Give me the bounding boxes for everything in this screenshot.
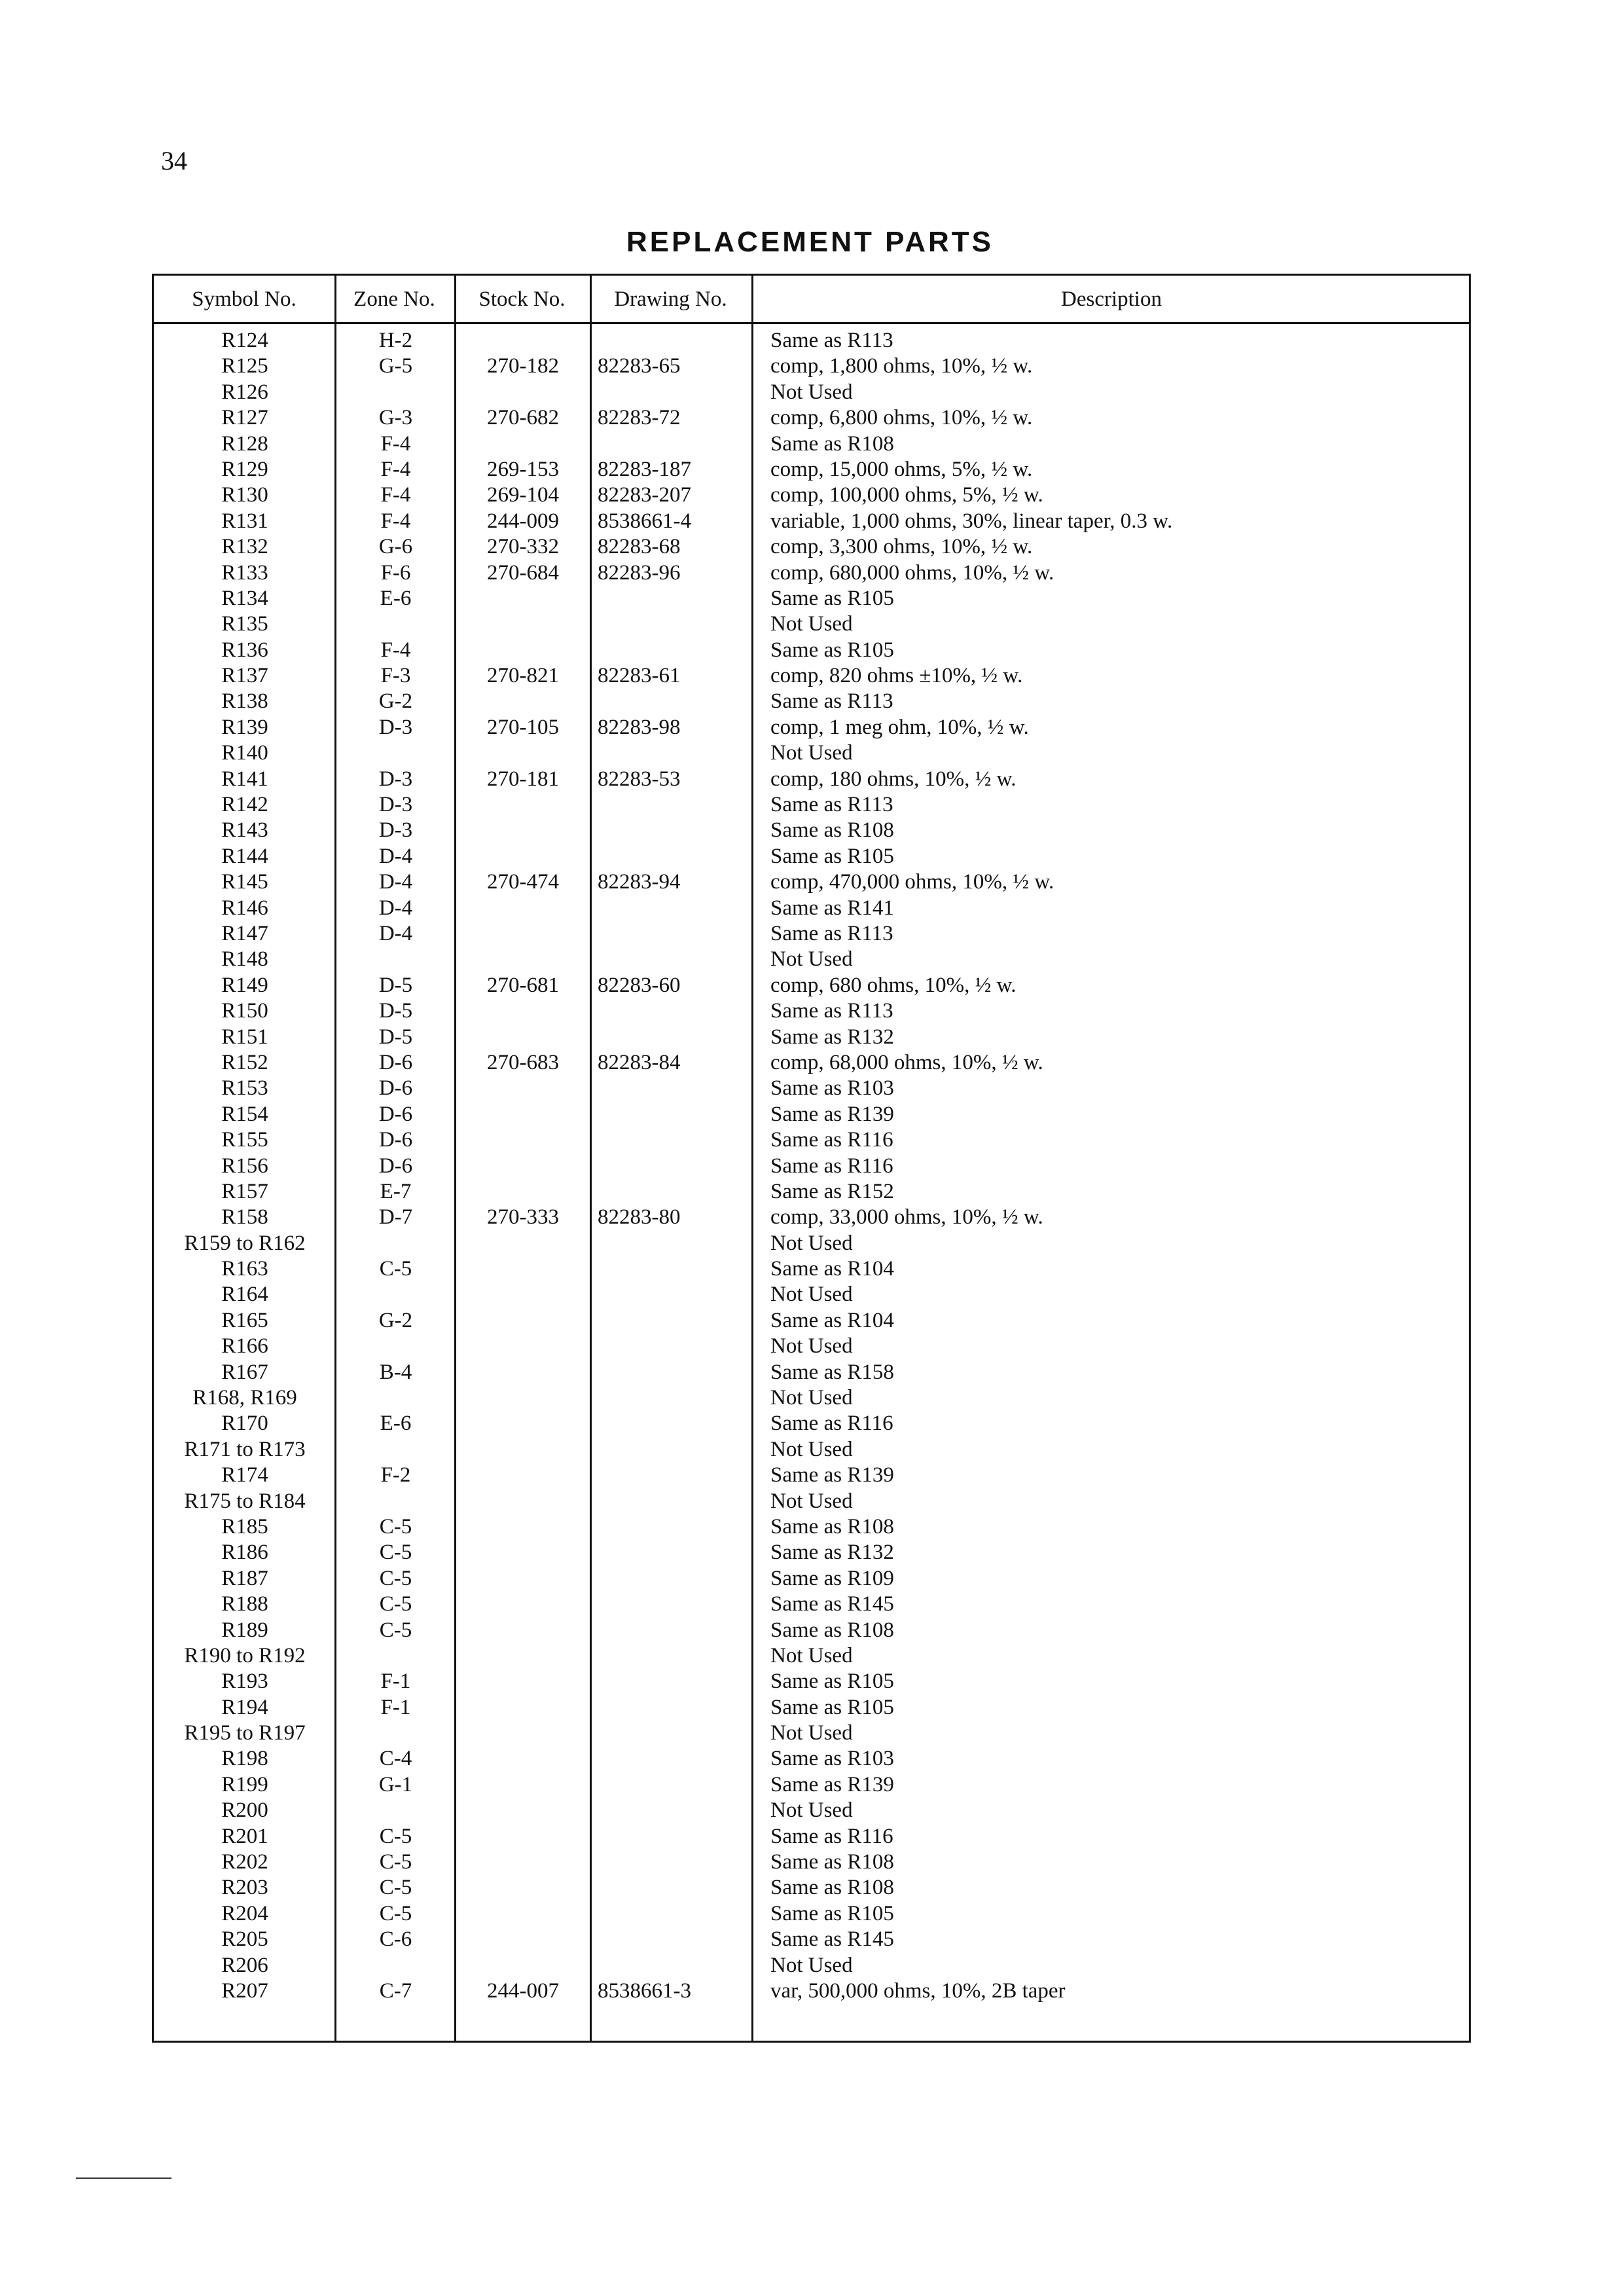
cell-stock-no: 270-333 xyxy=(487,1205,559,1230)
cell-symbol-no: R165 xyxy=(221,1308,268,1332)
cell-description: Same as R105 xyxy=(770,586,894,610)
cell-description: Same as R105 xyxy=(770,1669,894,1694)
cell-symbol-no: R188 xyxy=(221,1592,268,1616)
cell-zone-no: G-6 xyxy=(378,535,413,559)
cell-drawing-no: 8538661-4 xyxy=(598,509,691,533)
table-body xyxy=(154,328,1469,2004)
cell-symbol-no: R170 xyxy=(221,1412,268,1436)
cell-zone-no: H-2 xyxy=(378,329,413,352)
table-row xyxy=(154,1385,1469,1411)
table-row xyxy=(154,896,1469,921)
cell-stock-no: 270-332 xyxy=(487,535,559,559)
cell-symbol-no: R147 xyxy=(221,921,268,945)
cell-symbol-no: R156 xyxy=(221,1154,268,1178)
cell-zone-no: D-7 xyxy=(378,1205,413,1230)
cell-description: Same as R141 xyxy=(770,896,894,920)
table-row xyxy=(154,1076,1469,1101)
cell-symbol-no: R125 xyxy=(221,354,268,378)
table-row xyxy=(154,1566,1469,1592)
header-zone-no: Zone No. xyxy=(353,287,435,311)
cell-description: Not Used xyxy=(770,1437,853,1461)
table-row xyxy=(154,947,1469,972)
cell-symbol-no: R190 to R192 xyxy=(184,1643,306,1667)
cell-symbol-no: R138 xyxy=(221,689,268,714)
cell-description: Same as R113 xyxy=(770,999,893,1023)
table-row xyxy=(154,792,1469,818)
cell-symbol-no: R150 xyxy=(221,999,268,1023)
cell-zone-no: D-5 xyxy=(378,1025,413,1049)
cell-zone-no: F-4 xyxy=(380,509,411,533)
cell-zone-no: C-5 xyxy=(379,1850,412,1874)
cell-symbol-no: R189 xyxy=(221,1618,268,1642)
table-row xyxy=(154,1102,1469,1127)
cell-zone-no: F-2 xyxy=(380,1463,411,1487)
cell-symbol-no: R158 xyxy=(221,1205,268,1230)
cell-description: Same as R108 xyxy=(770,1618,894,1642)
cell-description: comp, 6,800 ohms, 10%, ½ w. xyxy=(770,406,1033,430)
cell-description: Same as R108 xyxy=(770,1850,894,1874)
table-row xyxy=(154,818,1469,843)
cell-zone-no: C-5 xyxy=(379,1592,412,1616)
cell-symbol-no: R134 xyxy=(221,586,268,610)
cell-symbol-no: R195 to R197 xyxy=(184,1721,306,1745)
cell-zone-no: D-4 xyxy=(378,870,413,894)
cell-stock-no: 270-105 xyxy=(487,715,559,739)
table-row xyxy=(154,1514,1469,1540)
cell-description: Same as R132 xyxy=(770,1025,894,1049)
cell-description: Same as R139 xyxy=(770,1102,894,1126)
cell-symbol-no: R207 xyxy=(221,1979,268,2003)
cell-zone-no: D-4 xyxy=(378,844,413,868)
cell-description: Same as R109 xyxy=(770,1566,894,1590)
cell-symbol-no: R140 xyxy=(221,741,268,765)
table-row xyxy=(154,1179,1469,1205)
cell-zone-no: C-4 xyxy=(379,1747,412,1771)
cell-description: variable, 1,000 ohms, 30%, linear taper, 0.3 w. xyxy=(770,509,1173,533)
cell-symbol-no: R200 xyxy=(221,1798,268,1823)
cell-symbol-no: R131 xyxy=(221,509,268,533)
cell-symbol-no: R151 xyxy=(221,1025,268,1049)
cell-symbol-no: R203 xyxy=(221,1876,268,1900)
table-row xyxy=(154,1875,1469,1901)
table-row xyxy=(154,1927,1469,1952)
cell-description: Same as R105 xyxy=(770,1695,894,1719)
cell-description: Not Used xyxy=(770,741,853,765)
cell-description: Same as R108 xyxy=(770,431,894,456)
cell-symbol-no: R206 xyxy=(221,1953,268,1977)
table-row xyxy=(154,921,1469,947)
cell-description: comp, 820 ohms ±10%, ½ w. xyxy=(770,664,1023,688)
cell-stock-no: 270-181 xyxy=(487,767,559,791)
cell-symbol-no: R152 xyxy=(221,1050,268,1074)
cell-description: Not Used xyxy=(770,947,853,972)
cell-zone-no: C-5 xyxy=(379,1618,412,1642)
table-row xyxy=(154,1669,1469,1694)
cell-symbol-no: R202 xyxy=(221,1850,268,1874)
table-row xyxy=(154,998,1469,1024)
table-row xyxy=(154,560,1469,586)
cell-symbol-no: R145 xyxy=(221,870,268,894)
table-row xyxy=(154,457,1469,483)
cell-stock-no: 270-821 xyxy=(487,664,559,688)
cell-zone-no: F-4 xyxy=(380,457,411,481)
cell-zone-no: F-1 xyxy=(380,1669,411,1694)
cell-description: Same as R105 xyxy=(770,1901,894,1925)
cell-description: Same as R103 xyxy=(770,1076,894,1101)
cell-drawing-no: 8538661-3 xyxy=(598,1979,691,2003)
cell-stock-no: 244-009 xyxy=(487,509,559,533)
cell-symbol-no: R187 xyxy=(221,1566,268,1590)
table-row xyxy=(154,1978,1469,2004)
cell-zone-no: D-5 xyxy=(378,999,413,1023)
cell-zone-no: B-4 xyxy=(379,1360,412,1384)
table-row xyxy=(154,1721,1469,1746)
table-row xyxy=(154,586,1469,611)
cell-symbol-no: R163 xyxy=(221,1257,268,1281)
table-row xyxy=(154,1824,1469,1850)
cell-description: Same as R145 xyxy=(770,1592,894,1616)
table-row xyxy=(154,509,1469,534)
cell-zone-no: E-6 xyxy=(380,586,412,610)
table-row xyxy=(154,869,1469,895)
cell-stock-no: 270-682 xyxy=(487,406,559,430)
cell-description: Not Used xyxy=(770,1721,853,1745)
cell-zone-no: C-5 xyxy=(379,1901,412,1925)
cell-description: Not Used xyxy=(770,1953,853,1977)
table-row xyxy=(154,1592,1469,1617)
cell-drawing-no: 82283-61 xyxy=(598,664,681,688)
cell-symbol-no: R148 xyxy=(221,947,268,972)
table-row xyxy=(154,1489,1469,1514)
cell-stock-no: 270-474 xyxy=(487,870,559,894)
table-row xyxy=(154,534,1469,560)
cell-symbol-no: R127 xyxy=(221,406,268,430)
cell-symbol-no: R204 xyxy=(221,1901,268,1925)
table-row xyxy=(154,844,1469,869)
cell-zone-no: G-5 xyxy=(378,354,413,378)
cell-symbol-no: R194 xyxy=(221,1695,268,1719)
table-row xyxy=(154,1901,1469,1927)
cell-zone-no: C-5 xyxy=(379,1876,412,1900)
table-row xyxy=(154,740,1469,766)
cell-description: Same as R116 xyxy=(770,1824,893,1848)
cell-stock-no: 270-683 xyxy=(487,1050,559,1074)
cell-description: Same as R158 xyxy=(770,1360,894,1384)
header-divider xyxy=(154,322,1469,324)
cell-symbol-no: R144 xyxy=(221,844,268,868)
table-row xyxy=(154,715,1469,740)
cell-zone-no: D-3 xyxy=(378,715,413,739)
cell-zone-no: D-6 xyxy=(378,1154,413,1178)
table-row xyxy=(154,1850,1469,1875)
cell-zone-no: D-4 xyxy=(378,921,413,945)
table-row xyxy=(154,1205,1469,1230)
cell-drawing-no: 82283-96 xyxy=(598,560,681,585)
cell-description: Same as R132 xyxy=(770,1540,894,1565)
cell-description: Same as R105 xyxy=(770,844,894,868)
cell-drawing-no: 82283-94 xyxy=(598,870,681,894)
header-description: Description xyxy=(1061,287,1162,311)
cell-symbol-no: R154 xyxy=(221,1102,268,1126)
cell-symbol-no: R185 xyxy=(221,1514,268,1539)
cell-drawing-no: 82283-187 xyxy=(598,457,691,481)
cell-zone-no: D-5 xyxy=(378,973,413,997)
cell-stock-no: 269-104 xyxy=(487,483,559,507)
cell-zone-no: C-5 xyxy=(379,1540,412,1565)
cell-stock-no: 244-007 xyxy=(487,1979,559,2003)
header-symbol-no: Symbol No. xyxy=(192,287,297,311)
cell-description: comp, 180 ohms, 10%, ½ w. xyxy=(770,767,1017,791)
cell-symbol-no: R141 xyxy=(221,767,268,791)
cell-symbol-no: R155 xyxy=(221,1128,268,1152)
cell-stock-no: 270-681 xyxy=(487,973,559,997)
table-row xyxy=(154,1618,1469,1643)
table-row xyxy=(154,1308,1469,1334)
table-row xyxy=(154,1360,1469,1385)
page-title: REPLACEMENT PARTS xyxy=(626,226,994,258)
cell-drawing-no: 82283-207 xyxy=(598,483,691,507)
cell-description: comp, 680 ohms, 10%, ½ w. xyxy=(770,973,1017,997)
table-row xyxy=(154,328,1469,354)
cell-symbol-no: R159 to R162 xyxy=(184,1231,306,1255)
cell-zone-no: F-3 xyxy=(380,664,411,688)
cell-description: Same as R145 xyxy=(770,1927,894,1952)
cell-symbol-no: R133 xyxy=(221,560,268,585)
cell-symbol-no: R205 xyxy=(221,1927,268,1952)
cell-symbol-no: R167 xyxy=(221,1360,268,1384)
cell-drawing-no: 82283-84 xyxy=(598,1050,681,1074)
cell-symbol-no: R142 xyxy=(221,793,268,817)
cell-symbol-no: R135 xyxy=(221,612,268,636)
cell-zone-no: C-5 xyxy=(379,1824,412,1848)
cell-stock-no: 269-153 xyxy=(487,457,559,481)
cell-zone-no: F-4 xyxy=(380,483,411,507)
cell-zone-no: D-4 xyxy=(378,896,413,920)
table-row xyxy=(154,689,1469,714)
cell-stock-no: 270-182 xyxy=(487,354,559,378)
cell-description: Same as R103 xyxy=(770,1747,894,1771)
cell-description: Same as R108 xyxy=(770,818,894,843)
cell-symbol-no: R174 xyxy=(221,1463,268,1487)
header-stock-no: Stock No. xyxy=(478,287,566,311)
cell-symbol-no: R193 xyxy=(221,1669,268,1694)
table-row xyxy=(154,354,1469,379)
cell-drawing-no: 82283-68 xyxy=(598,535,681,559)
cell-symbol-no: R126 xyxy=(221,380,268,404)
table-row xyxy=(154,663,1469,689)
cell-symbol-no: R171 to R173 xyxy=(184,1437,306,1461)
cell-zone-no: C-7 xyxy=(379,1979,412,2003)
table-row xyxy=(154,1437,1469,1463)
cell-description: Not Used xyxy=(770,612,853,636)
table-row xyxy=(154,1798,1469,1823)
cell-description: comp, 33,000 ohms, 10%, ½ w. xyxy=(770,1205,1043,1230)
cell-symbol-no: R130 xyxy=(221,483,268,507)
cell-zone-no: F-1 xyxy=(380,1695,411,1719)
cell-description: Not Used xyxy=(770,1798,853,1823)
table-row xyxy=(154,1953,1469,1978)
table-row xyxy=(154,1463,1469,1488)
table-row xyxy=(154,1746,1469,1772)
cell-description: comp, 1 meg ohm, 10%, ½ w. xyxy=(770,715,1029,739)
page-number: 34 xyxy=(161,146,187,175)
table-row xyxy=(154,1695,1469,1721)
cell-symbol-no: R146 xyxy=(221,896,268,920)
cell-zone-no: F-6 xyxy=(380,560,411,585)
cell-symbol-no: R137 xyxy=(221,664,268,688)
cell-drawing-no: 82283-53 xyxy=(598,767,681,791)
cell-zone-no: D-3 xyxy=(378,818,413,843)
cell-symbol-no: R157 xyxy=(221,1179,268,1203)
cell-description: Not Used xyxy=(770,1334,853,1358)
table-row xyxy=(154,431,1469,457)
cell-description: Not Used xyxy=(770,1489,853,1513)
cell-drawing-no: 82283-72 xyxy=(598,406,681,430)
cell-description: var, 500,000 ohms, 10%, 2B taper xyxy=(770,1979,1066,2003)
cell-zone-no: D-3 xyxy=(378,793,413,817)
cell-stock-no: 270-684 xyxy=(487,560,559,585)
cell-description: comp, 470,000 ohms, 10%, ½ w. xyxy=(770,870,1054,894)
cell-symbol-no: R199 xyxy=(221,1772,268,1796)
table-row xyxy=(154,380,1469,405)
cell-symbol-no: R143 xyxy=(221,818,268,843)
cell-description: comp, 3,300 ohms, 10%, ½ w. xyxy=(770,535,1033,559)
cell-description: Same as R104 xyxy=(770,1308,894,1332)
table-row xyxy=(154,973,1469,998)
cell-description: Same as R108 xyxy=(770,1514,894,1539)
cell-zone-no: D-6 xyxy=(378,1128,413,1152)
cell-zone-no: D-6 xyxy=(378,1050,413,1074)
cell-symbol-no: R132 xyxy=(221,535,268,559)
table-row xyxy=(154,767,1469,792)
cell-zone-no: D-3 xyxy=(378,767,413,791)
cell-zone-no: E-6 xyxy=(380,1412,412,1436)
cell-description: Not Used xyxy=(770,1283,853,1307)
cell-symbol-no: R129 xyxy=(221,457,268,481)
cell-drawing-no: 82283-60 xyxy=(598,973,681,997)
cell-zone-no: C-5 xyxy=(379,1514,412,1539)
table-row xyxy=(154,1411,1469,1436)
cell-symbol-no: R175 to R184 xyxy=(184,1489,306,1513)
cell-description: Same as R152 xyxy=(770,1179,894,1203)
cell-zone-no: F-4 xyxy=(380,638,411,662)
cell-description: Same as R105 xyxy=(770,638,894,662)
cell-description: Same as R108 xyxy=(770,1876,894,1900)
cell-zone-no: D-6 xyxy=(378,1102,413,1126)
cell-zone-no: C-5 xyxy=(379,1257,412,1281)
header-drawing-no: Drawing No. xyxy=(614,287,727,311)
table-row xyxy=(154,1050,1469,1076)
cell-description: Same as R139 xyxy=(770,1463,894,1487)
cell-description: Same as R113 xyxy=(770,329,893,352)
cell-symbol-no: R166 xyxy=(221,1334,268,1358)
table-row xyxy=(154,405,1469,431)
table-row xyxy=(154,1334,1469,1359)
cell-description: Same as R139 xyxy=(770,1772,894,1796)
cell-zone-no: G-2 xyxy=(378,689,413,714)
cell-zone-no: G-1 xyxy=(378,1772,413,1796)
cell-symbol-no: R128 xyxy=(221,431,268,456)
table-row xyxy=(154,611,1469,637)
cell-drawing-no: 82283-65 xyxy=(598,354,681,378)
table-row xyxy=(154,1540,1469,1565)
cell-description: Not Used xyxy=(770,1386,853,1410)
table-row xyxy=(154,1154,1469,1179)
cell-symbol-no: R136 xyxy=(221,638,268,662)
cell-description: Same as R113 xyxy=(770,921,893,945)
table-row xyxy=(154,1643,1469,1669)
cell-symbol-no: R149 xyxy=(221,973,268,997)
replacement-parts-table xyxy=(152,274,1471,2043)
table-row xyxy=(154,1025,1469,1050)
cell-description: comp, 680,000 ohms, 10%, ½ w. xyxy=(770,560,1054,585)
cell-drawing-no: 82283-80 xyxy=(598,1205,681,1230)
table-row xyxy=(154,1282,1469,1307)
table-row xyxy=(154,483,1469,508)
table-row xyxy=(154,1772,1469,1798)
cell-zone-no: C-6 xyxy=(379,1927,412,1952)
table-row xyxy=(154,638,1469,663)
table-row xyxy=(154,1231,1469,1256)
cell-description: comp, 100,000 ohms, 5%, ½ w. xyxy=(770,483,1043,507)
cell-symbol-no: R201 xyxy=(221,1824,268,1848)
cell-description: Same as R116 xyxy=(770,1412,893,1436)
footer-rule xyxy=(76,2178,171,2179)
cell-symbol-no: R168, R169 xyxy=(192,1386,297,1410)
cell-description: comp, 68,000 ohms, 10%, ½ w. xyxy=(770,1050,1043,1074)
cell-drawing-no: 82283-98 xyxy=(598,715,681,739)
cell-description: Same as R116 xyxy=(770,1128,893,1152)
cell-symbol-no: R198 xyxy=(221,1747,268,1771)
cell-symbol-no: R153 xyxy=(221,1076,268,1101)
cell-symbol-no: R164 xyxy=(221,1283,268,1307)
cell-symbol-no: R139 xyxy=(221,715,268,739)
cell-description: Same as R104 xyxy=(770,1257,894,1281)
cell-zone-no: D-6 xyxy=(378,1076,413,1101)
cell-description: Same as R113 xyxy=(770,689,893,714)
cell-zone-no: C-5 xyxy=(379,1566,412,1590)
table-row xyxy=(154,1127,1469,1153)
cell-description: Not Used xyxy=(770,1231,853,1255)
cell-description: Not Used xyxy=(770,380,853,404)
cell-description: Same as R116 xyxy=(770,1154,893,1178)
cell-description: comp, 15,000 ohms, 5%, ½ w. xyxy=(770,457,1033,481)
cell-symbol-no: R124 xyxy=(221,329,268,352)
cell-symbol-no: R186 xyxy=(221,1540,268,1565)
table-row xyxy=(154,1256,1469,1282)
cell-zone-no: G-3 xyxy=(378,406,413,430)
cell-description: comp, 1,800 ohms, 10%, ½ w. xyxy=(770,354,1033,378)
cell-zone-no: E-7 xyxy=(380,1179,412,1203)
cell-description: Same as R113 xyxy=(770,793,893,817)
cell-description: Not Used xyxy=(770,1643,853,1667)
cell-zone-no: G-2 xyxy=(378,1308,413,1332)
cell-zone-no: F-4 xyxy=(380,431,411,456)
